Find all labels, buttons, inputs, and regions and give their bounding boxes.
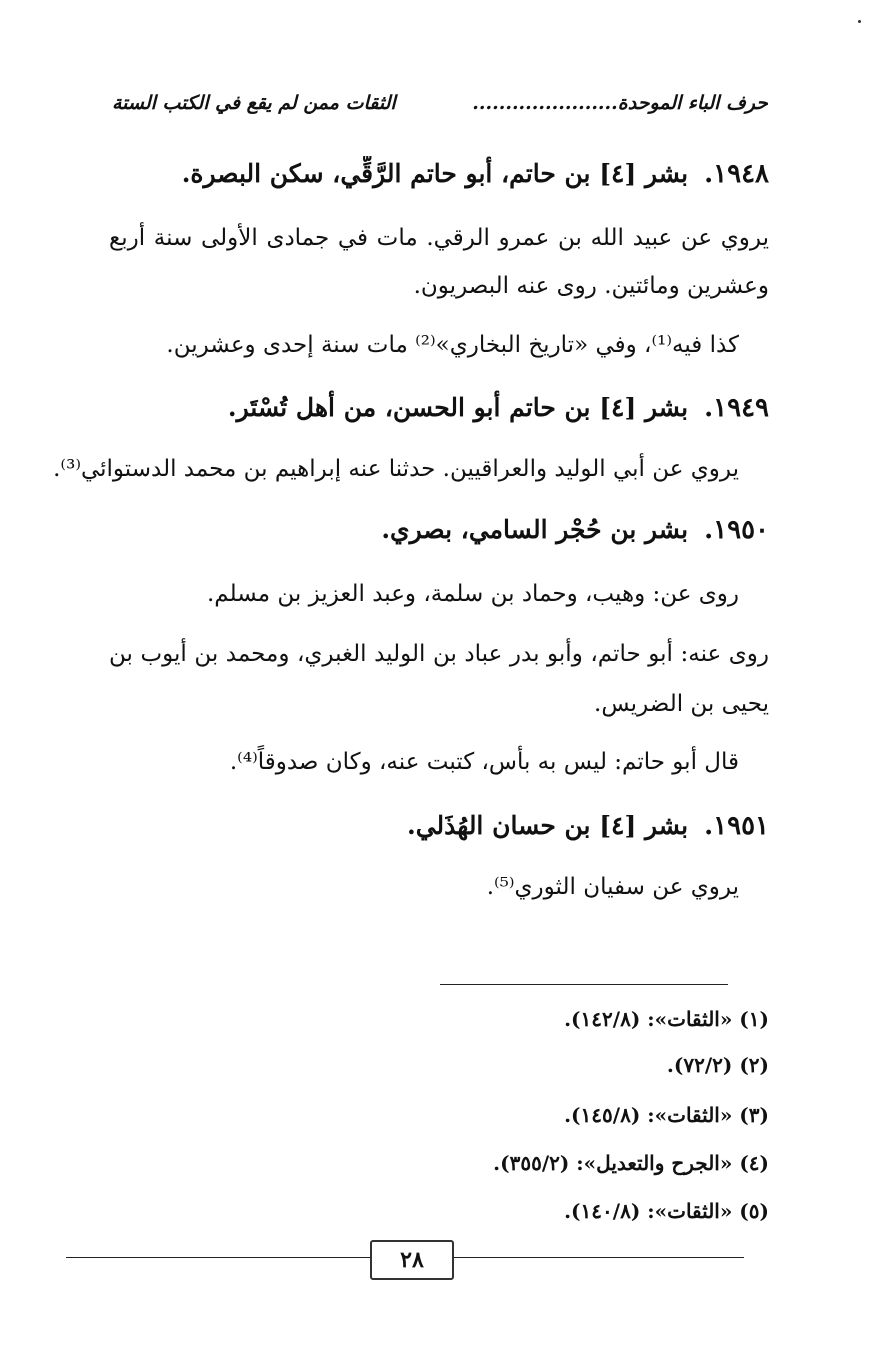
entry-title: بشر بن حُجْر السامي، بصري. bbox=[381, 515, 689, 544]
running-header bbox=[112, 92, 768, 124]
scan-speck bbox=[858, 20, 861, 23]
footnote: (٣) «الثقات»: (١٤٥/٨). bbox=[564, 1103, 769, 1127]
entry-title: بشر [٤] بن حسان الهُذَلي. bbox=[407, 811, 689, 840]
entry-text-line: يحيى بن الضريس. bbox=[594, 691, 769, 717]
footnote-separator bbox=[440, 984, 728, 985]
entry-number: ١٩٤٨. bbox=[704, 159, 769, 189]
entry-text-line: قال أبو حاتم: ليس به بأس، كتبت عنه، وكان صدوقاً⁽⁴⁾. bbox=[229, 749, 739, 775]
entry-text-line: روى عن: وهيب، وحماد بن سلمة، وعبد العزيز بن مسلم. bbox=[207, 581, 739, 607]
entry-text-line: يروي عن أبي الوليد والعراقيين. حدثنا عنه إبراهيم بن محمد الدستوائي⁽³⁾. bbox=[53, 456, 739, 482]
bottom-rule-left bbox=[66, 1257, 370, 1258]
entry-heading bbox=[381, 512, 769, 548]
entry-text-line: يروي عن عبيد الله بن عمرو الرقي. مات في جمادى الأولى سنة أربع bbox=[109, 225, 769, 251]
footnote: (١) «الثقات»: (١٤٢/٨). bbox=[564, 1007, 769, 1031]
footnote: (٤) «الجرح والتعديل»: (٣٥٥/٢). bbox=[493, 1151, 769, 1175]
entry-number: ١٩٥٠. bbox=[704, 515, 769, 545]
entry-heading bbox=[228, 390, 769, 426]
entry-number: ١٩٤٩. bbox=[704, 393, 769, 423]
entry-title: بشر [٤] بن حاتم أبو الحسن، من أهل تُسْتَر. bbox=[227, 393, 689, 422]
entry-text-line: يروي عن سفيان الثوري⁽⁵⁾. bbox=[486, 874, 739, 900]
entry-title: بشر [٤] بن حاتم، أبو حاتم الرَّقِّي، سكن البصرة. bbox=[181, 159, 689, 188]
entry-text-line: روى عنه: أبو حاتم، وأبو بدر عباد بن الوليد الغبري، ومحمد بن أيوب بن bbox=[109, 641, 769, 667]
footnote: (٢) (٧٢/٢). bbox=[666, 1053, 769, 1077]
header-section-title: حرف الباء الموحدة...................... bbox=[472, 92, 768, 114]
entry-number: ١٩٥١. bbox=[704, 811, 769, 841]
page-number: ٢٨ bbox=[370, 1240, 454, 1280]
entry-text-line: وعشرين ومائتين. روى عنه البصريون. bbox=[413, 273, 769, 299]
bottom-rule-right bbox=[454, 1257, 744, 1258]
footnote: (٥) «الثقات»: (١٤٠/٨). bbox=[564, 1199, 769, 1223]
entry-text-line: كذا فيه⁽¹⁾، وفي «تاريخ البخاري»⁽²⁾ مات سنة إحدى وعشرين. bbox=[166, 332, 739, 358]
header-book-title: الثقات ممن لم يقع في الكتب الستة bbox=[112, 92, 396, 114]
entry-heading bbox=[407, 808, 769, 844]
entry-heading bbox=[182, 156, 769, 192]
